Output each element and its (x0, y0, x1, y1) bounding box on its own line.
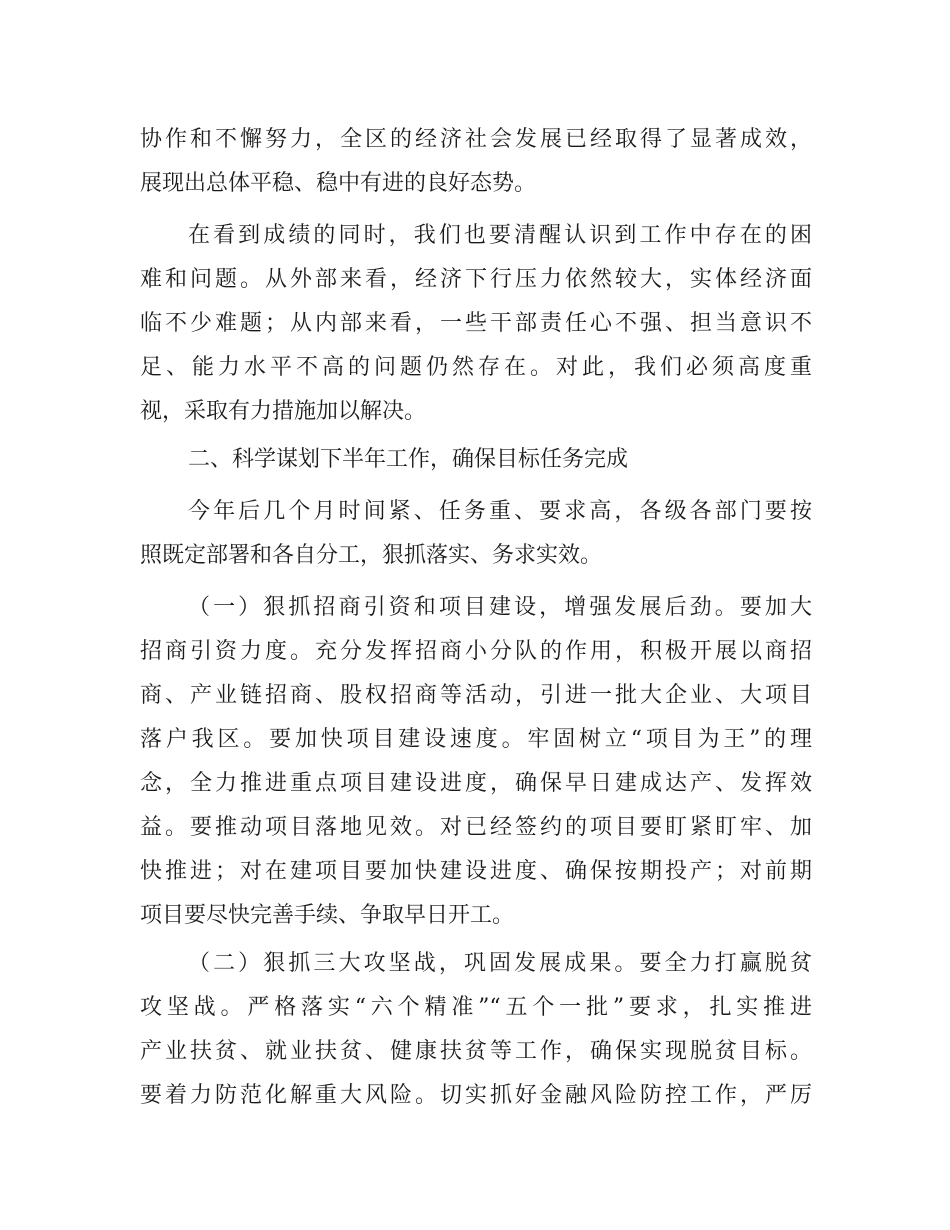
text-line: 照既定部署和各自分工，狠抓落实、务求实效。 (140, 543, 603, 568)
text-line: 益。要推动项目落地见效。对已经签约的项目要盯紧盯牢、加 (140, 815, 812, 840)
text-line: 产业扶贫、就业扶贫、健康扶贫等工作，确保实现脱贫目标。 (140, 1039, 812, 1064)
text-line: 展现出总体平稳、稳中有进的良好态势。 (140, 171, 537, 196)
text-line: 视，采取有力措施加以解决。 (140, 399, 427, 424)
text-line: 招商引资力度。充分发挥招商小分队的作用，积极开展以商招 (140, 639, 812, 664)
section-heading (140, 438, 812, 482)
paragraph-5 (140, 942, 812, 1118)
paragraph-4 (140, 586, 812, 938)
paragraph-1 (140, 118, 812, 206)
text-line: 在看到成绩的同时，我们也要清醒认识到工作中存在的困 (188, 223, 812, 248)
text-line: 项目要尽快完善手续、争取早日开工。 (140, 903, 515, 928)
paragraph-3 (140, 490, 812, 578)
text-line: （一）狠抓招商引资和项目建设，增强发展后劲。要加大 (188, 595, 812, 620)
text-line: 协作和不懈努力，全区的经济社会发展已经取得了显著成效， (140, 127, 812, 152)
text-line: 足、能力水平不高的问题仍然存在。对此，我们必须高度重 (140, 355, 812, 380)
text-line: 快推进；对在建项目要加快建设进度、确保按期投产；对前期 (140, 859, 812, 884)
text-line: 要着力防范化解重大风险。切实抓好金融风险防控工作，严厉 (140, 1083, 812, 1108)
text-line: 念，全力推进重点项目建设进度，确保早日建成达产、发挥效 (140, 771, 812, 796)
text-line: 攻坚战。严格落实“六个精准”“五个一批”要求，扎实推进 (140, 995, 812, 1020)
text-line: （二）狠抓三大攻坚战，巩固发展成果。要全力打赢脱贫 (188, 951, 812, 976)
text-line: 难和问题。从外部来看，经济下行压力依然较大，实体经济面 (140, 267, 812, 292)
heading-line: 二、科学谋划下半年工作，确保目标任务完成 (188, 447, 629, 472)
text-line: 临不少难题；从内部来看，一些干部责任心不强、担当意识不 (140, 311, 812, 336)
text-line: 落户我区。要加快项目建设速度。牢固树立“项目为王”的理 (140, 727, 812, 752)
text-line: 今年后几个月时间紧、任务重、要求高，各级各部门要按 (188, 499, 812, 524)
paragraph-2 (140, 214, 812, 434)
text-line: 商、产业链招商、股权招商等活动，引进一批大企业、大项目 (140, 683, 812, 708)
